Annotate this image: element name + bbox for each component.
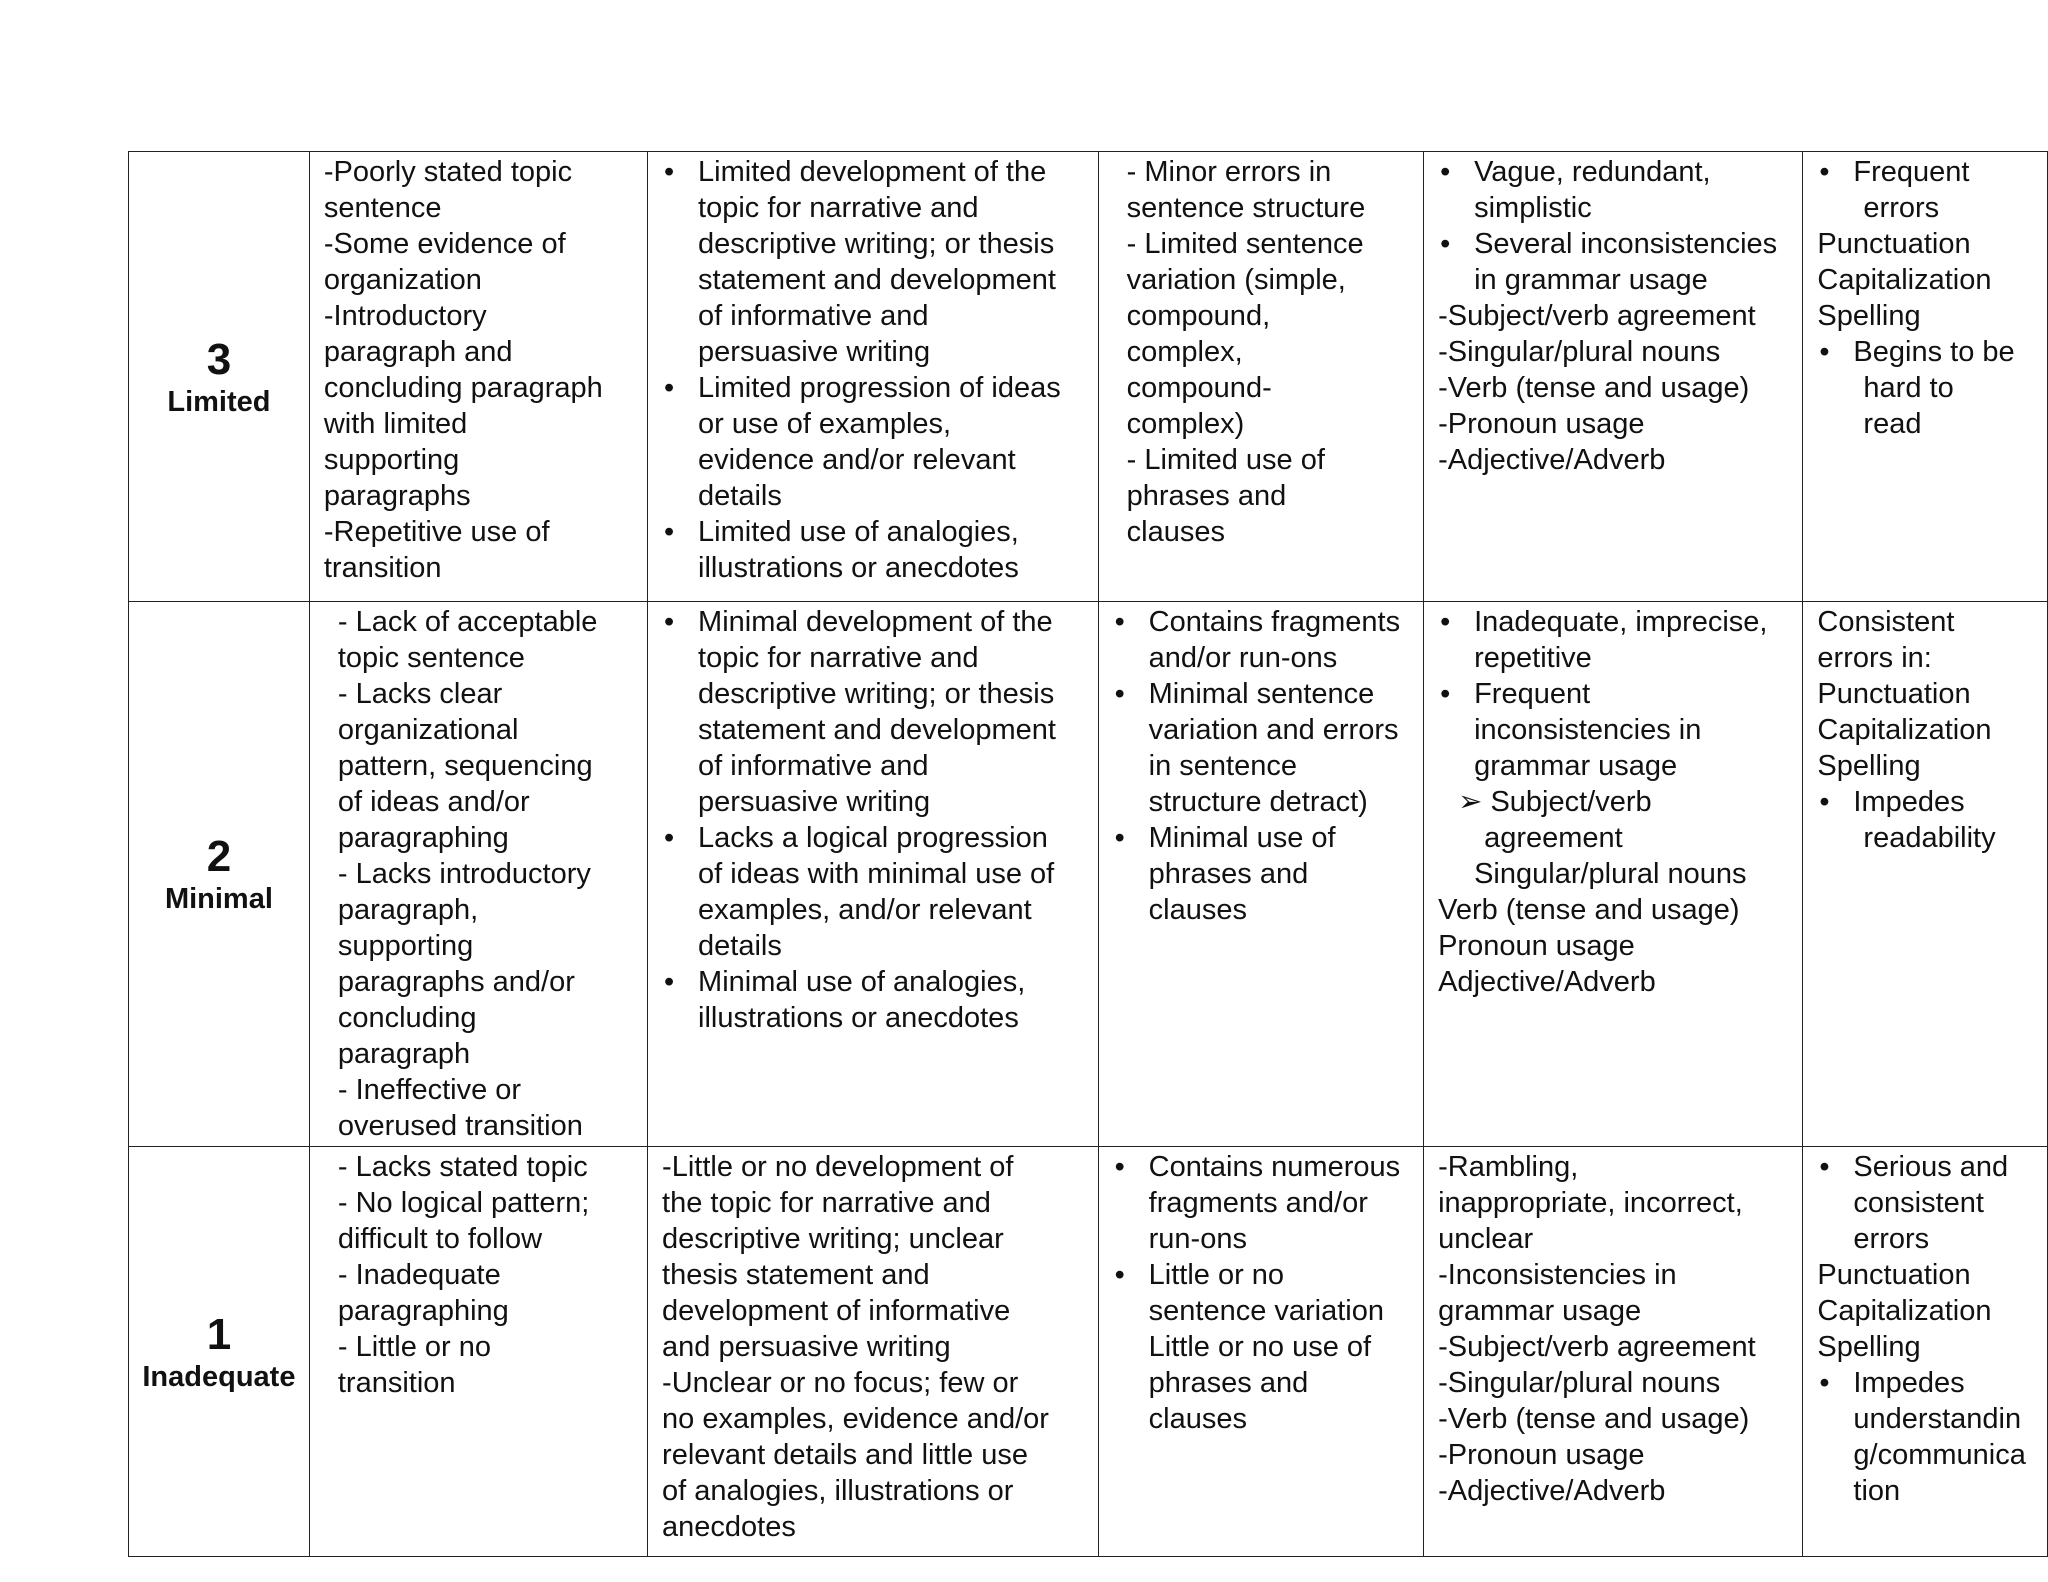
bullet-icon: • — [1819, 336, 1830, 368]
rubric-line: phrases and — [1126, 480, 1287, 512]
rubric-line: paragraphs and/or — [337, 966, 575, 998]
rubric-line: organizational — [337, 714, 519, 746]
rubric-line: Capitalization — [1817, 714, 1992, 746]
bullet-icon: • — [664, 822, 675, 854]
rubric-line: inappropriate, incorrect, — [1438, 1187, 1743, 1219]
mechanics-cell — [1803, 602, 2048, 1147]
bullet-item — [1113, 676, 1409, 712]
continuation-line: repetitive — [1474, 642, 1592, 674]
rubric-line: Punctuation — [1817, 678, 1971, 710]
bullet-icon: • — [664, 606, 675, 638]
rubric-line: paragraph, — [337, 894, 479, 926]
continuation-line: errors — [1853, 1223, 1930, 1255]
bullet-icon: • — [1440, 156, 1451, 188]
bullet-text: Vague, redundant, — [1474, 156, 1711, 188]
rubric-line: organization — [323, 264, 482, 296]
bullet-item — [1817, 1149, 2033, 1185]
development-cell — [648, 152, 1099, 602]
bullet-icon: • — [1819, 1367, 1830, 1399]
rubric-line: -Poorly stated topic — [323, 156, 573, 188]
continuation-line: and/or run-ons — [1148, 642, 1338, 674]
bullet-text: Frequent — [1853, 156, 1970, 188]
rubric-line: no examples, evidence and/or — [662, 1403, 1049, 1435]
rubric-line: transition — [337, 1367, 456, 1399]
rubric-line: -Some evidence of — [323, 228, 566, 260]
continuation-line: read — [1863, 408, 1922, 440]
rubric-line: pattern, sequencing — [337, 750, 593, 782]
continuation-line: topic for narrative and — [698, 192, 979, 224]
rubric-line: sentence — [323, 192, 442, 224]
bullet-item — [1113, 604, 1409, 640]
bullet-item — [1817, 1365, 2033, 1401]
continuation-line: inconsistencies in — [1474, 714, 1702, 746]
rubric-line: variation (simple, — [1126, 264, 1346, 296]
bullet-item — [662, 604, 1084, 640]
rubric-line: Capitalization — [1817, 1295, 1992, 1327]
writing-rubric-table — [128, 151, 2048, 1557]
continuation-line: in sentence — [1148, 750, 1297, 782]
bullet-item — [662, 820, 1084, 856]
organization-cell — [309, 1147, 647, 1557]
continuation-line: run-ons — [1148, 1223, 1247, 1255]
bullet-text: Lacks a logical progression — [698, 822, 1048, 854]
rubric-line: supporting — [337, 930, 474, 962]
rubric-line: -Repetitive use of — [323, 516, 550, 548]
bullet-text: Contains fragments — [1148, 606, 1401, 638]
rubric-line: -Inconsistencies in — [1438, 1259, 1677, 1291]
development-cell — [648, 1147, 1099, 1557]
rubric-line: paragraphs — [323, 480, 471, 512]
continuation-line: phrases and — [1148, 1367, 1309, 1399]
continuation-line: descriptive writing; or thesis — [698, 678, 1055, 710]
bullet-text: Contains numerous — [1148, 1151, 1401, 1183]
rubric-line: - Minor errors in — [1126, 156, 1332, 188]
rubric-line: Consistent — [1817, 606, 1955, 638]
continuation-line: examples, and/or relevant — [698, 894, 1032, 926]
continuation-line: agreement — [1484, 822, 1623, 854]
rubric-line: - Little or no — [337, 1331, 491, 1363]
continuation-line: tion — [1853, 1475, 1901, 1507]
sentence-cell — [1098, 152, 1423, 602]
rubric-line: the topic for narrative and — [662, 1187, 991, 1219]
rubric-line: Spelling — [1817, 750, 1921, 782]
bullet-item — [1817, 154, 2033, 190]
rubric-line: and persuasive writing — [662, 1331, 951, 1363]
rubric-line: paragraph — [337, 1038, 471, 1070]
rubric-line: Adjective/Adverb — [1438, 966, 1656, 998]
continuation-line: in grammar usage — [1474, 264, 1708, 296]
continuation-line: readability — [1863, 822, 1996, 854]
bullet-item — [662, 514, 1084, 550]
score-number: 2 — [206, 832, 232, 881]
bullet-text: Several inconsistencies — [1474, 228, 1778, 260]
score-label: Limited — [167, 385, 271, 418]
bullet-text: Impedes — [1853, 786, 1965, 818]
rubric-line: -Introductory — [323, 300, 487, 332]
organization-cell — [309, 602, 647, 1147]
rubric-line: compound- — [1126, 372, 1272, 404]
rubric-line: of analogies, illustrations or — [662, 1475, 1014, 1507]
rubric-line: - Lacks stated topic — [337, 1151, 588, 1183]
bullet-text: Inadequate, imprecise, — [1474, 606, 1768, 638]
bullet-item — [1438, 604, 1788, 640]
rubric-line: with limited — [323, 408, 468, 440]
bullet-icon: • — [1114, 678, 1125, 710]
bullet-text: Impedes — [1853, 1367, 1965, 1399]
continuation-line: hard to — [1863, 372, 1954, 404]
bullet-text: Serious and — [1853, 1151, 2009, 1183]
bullet-icon: • — [1114, 606, 1125, 638]
rubric-line: clauses — [1126, 516, 1225, 548]
rubric-line: unclear — [1438, 1223, 1534, 1255]
rubric-line: -Adjective/Adverb — [1438, 444, 1666, 476]
continuation-line: persuasive writing — [698, 786, 931, 818]
continuation-line: evidence and/or relevant — [698, 444, 1016, 476]
continuation-line: of informative and — [698, 750, 929, 782]
bullet-icon: • — [1114, 1259, 1125, 1291]
bullet-text: Minimal sentence — [1148, 678, 1375, 710]
bullet-icon: • — [1819, 1151, 1830, 1183]
continuation-line: structure detract) — [1148, 786, 1368, 818]
bullet-item — [1438, 676, 1788, 712]
continuation-line: consistent — [1853, 1187, 1984, 1219]
continuation-line: simplistic — [1474, 192, 1592, 224]
rubric-row — [129, 1147, 2048, 1557]
rubric-line: grammar usage — [1438, 1295, 1642, 1327]
continuation-line: details — [698, 930, 782, 962]
rubric-line: -Adjective/Adverb — [1438, 1475, 1666, 1507]
continuation-line: statement and development — [698, 714, 1056, 746]
rubric-line: -Pronoun usage — [1438, 408, 1645, 440]
rubric-line: -Singular/plural nouns — [1438, 1367, 1721, 1399]
rubric-line: Punctuation — [1817, 1259, 1971, 1291]
continuation-line: clauses — [1148, 894, 1247, 926]
rubric-line: Spelling — [1817, 1331, 1921, 1363]
bullet-icon: • — [664, 966, 675, 998]
bullet-text: Frequent — [1474, 678, 1591, 710]
arrow-item: ➢ Subject/verb — [1458, 786, 1652, 818]
rubric-line: Capitalization — [1817, 264, 1992, 296]
rubric-line: anecdotes — [662, 1511, 796, 1543]
rubric-line: -Pronoun usage — [1438, 1439, 1645, 1471]
continuation-line: descriptive writing; or thesis — [698, 228, 1055, 260]
rubric-line: -Singular/plural nouns — [1438, 336, 1721, 368]
continuation-line: persuasive writing — [698, 336, 931, 368]
bullet-icon: • — [1440, 678, 1451, 710]
rubric-line: overused transition — [337, 1110, 583, 1142]
continuation-line: details — [698, 480, 782, 512]
development-cell — [648, 602, 1099, 1147]
rubric-line: thesis statement and — [662, 1259, 930, 1291]
bullet-item — [1113, 1257, 1409, 1293]
bullet-item — [1438, 154, 1788, 190]
rubric-line: - Ineffective or — [337, 1074, 522, 1106]
rubric-row — [129, 602, 2048, 1147]
rubric-line: of ideas and/or — [337, 786, 530, 818]
rubric-line: Spelling — [1817, 300, 1921, 332]
bullet-item — [1817, 784, 2033, 820]
grammar-cell — [1424, 602, 1803, 1147]
bullet-text: Limited development of the — [698, 156, 1047, 188]
bullet-item — [1113, 820, 1409, 856]
bullet-item — [662, 370, 1084, 406]
bullet-text: Little or no — [1148, 1259, 1285, 1291]
rubric-line: -Little or no development of — [662, 1151, 1014, 1183]
score-label: Inadequate — [142, 1360, 296, 1393]
rubric-line: -Verb (tense and usage) — [1438, 1403, 1750, 1435]
grammar-cell — [1424, 1147, 1803, 1557]
rubric-line: difficult to follow — [337, 1223, 543, 1255]
bullet-icon: • — [1114, 822, 1125, 854]
bullet-item — [662, 964, 1084, 1000]
continuation-line: Singular/plural nouns — [1474, 858, 1747, 890]
bullet-text: Minimal use of — [1148, 822, 1336, 854]
continuation-line: Little or no use of — [1148, 1331, 1372, 1363]
rubric-line: concluding — [337, 1002, 477, 1034]
rubric-line: - Inadequate — [337, 1259, 501, 1291]
bullet-icon: • — [1819, 156, 1830, 188]
continuation-line: of informative and — [698, 300, 929, 332]
score-number: 3 — [206, 334, 232, 384]
bullet-item — [662, 154, 1084, 190]
continuation-line: sentence variation — [1148, 1295, 1385, 1327]
continuation-line: of ideas with minimal use of — [698, 858, 1055, 890]
rubric-line: -Rambling, — [1438, 1151, 1579, 1183]
sentence-cell — [1098, 602, 1423, 1147]
rubric-line: paragraphing — [337, 1295, 509, 1327]
mechanics-cell — [1803, 1147, 2048, 1557]
continuation-line: illustrations or anecdotes — [698, 1002, 1019, 1034]
rubric-line: relevant details and little use — [662, 1439, 1028, 1471]
sentence-cell — [1098, 1147, 1423, 1557]
rubric-line: Verb (tense and usage) — [1438, 894, 1740, 926]
bullet-icon: • — [1440, 606, 1451, 638]
bullet-icon: • — [1440, 228, 1451, 260]
rubric-line: development of informative — [662, 1295, 1011, 1327]
rubric-line: paragraph and — [323, 336, 513, 368]
bullet-item — [1438, 226, 1788, 262]
rubric-line: Pronoun usage — [1438, 930, 1635, 962]
continuation-line: or use of examples, — [698, 408, 952, 440]
bullet-text: Minimal development of the — [698, 606, 1053, 638]
rubric-line: complex) — [1126, 408, 1245, 440]
rubric-line: concluding paragraph — [323, 372, 603, 404]
rubric-line: Punctuation — [1817, 228, 1971, 260]
rubric-line: compound, — [1126, 300, 1271, 332]
rubric-line: -Subject/verb agreement — [1438, 300, 1756, 332]
continuation-line: grammar usage — [1474, 750, 1678, 782]
bullet-item — [1817, 334, 2033, 370]
bullet-text: Minimal use of analogies, — [698, 966, 1026, 998]
rubric-row — [129, 152, 2048, 602]
rubric-line: supporting — [323, 444, 460, 476]
rubric-line: - Lacks introductory — [337, 858, 591, 890]
score-cell — [129, 152, 310, 602]
rubric-line: complex, — [1126, 336, 1243, 368]
rubric-line: - No logical pattern; — [337, 1187, 590, 1219]
continuation-line: errors — [1863, 192, 1940, 224]
bullet-icon: • — [664, 372, 675, 404]
continuation-line: clauses — [1148, 1403, 1247, 1435]
rubric-line: topic sentence — [337, 642, 525, 674]
rubric-line: - Lack of acceptable — [337, 606, 598, 638]
rubric-line: errors in: — [1817, 642, 1932, 674]
continuation-line: topic for narrative and — [698, 642, 979, 674]
bullet-item — [1113, 1149, 1409, 1185]
bullet-text: Limited use of analogies, — [698, 516, 1019, 548]
continuation-line: phrases and — [1148, 858, 1309, 890]
rubric-line: -Verb (tense and usage) — [1438, 372, 1750, 404]
continuation-line: illustrations or anecdotes — [698, 552, 1019, 584]
continuation-line: statement and development — [698, 264, 1056, 296]
score-number: 1 — [206, 1309, 232, 1359]
organization-cell — [309, 152, 647, 602]
rubric-line: transition — [323, 552, 442, 584]
rubric-line: - Limited use of — [1126, 444, 1325, 476]
rubric-line: descriptive writing; unclear — [662, 1223, 1004, 1255]
mechanics-cell — [1803, 152, 2048, 602]
continuation-line: g/communica — [1853, 1439, 2026, 1471]
continuation-line: fragments and/or — [1148, 1187, 1368, 1219]
rubric-line: -Subject/verb agreement — [1438, 1331, 1756, 1363]
rubric-line: -Unclear or no focus; few or — [662, 1367, 1019, 1399]
rubric-line: - Lacks clear — [337, 678, 503, 710]
score-label: Minimal — [164, 883, 273, 915]
continuation-line: variation and errors — [1148, 714, 1399, 746]
score-cell — [129, 1147, 310, 1557]
continuation-line: understandin — [1853, 1403, 2022, 1435]
bullet-text: Limited progression of ideas — [698, 372, 1061, 404]
rubric-line: sentence structure — [1126, 192, 1366, 224]
grammar-cell — [1424, 152, 1803, 602]
bullet-icon: • — [1819, 786, 1830, 818]
bullet-icon: • — [664, 516, 675, 548]
bullet-icon: • — [1114, 1151, 1125, 1183]
bullet-text: Begins to be — [1853, 336, 2015, 368]
bullet-icon: • — [664, 156, 675, 188]
rubric-line: - Limited sentence — [1126, 228, 1364, 260]
score-cell — [129, 602, 310, 1147]
rubric-line: paragraphing — [337, 822, 509, 854]
